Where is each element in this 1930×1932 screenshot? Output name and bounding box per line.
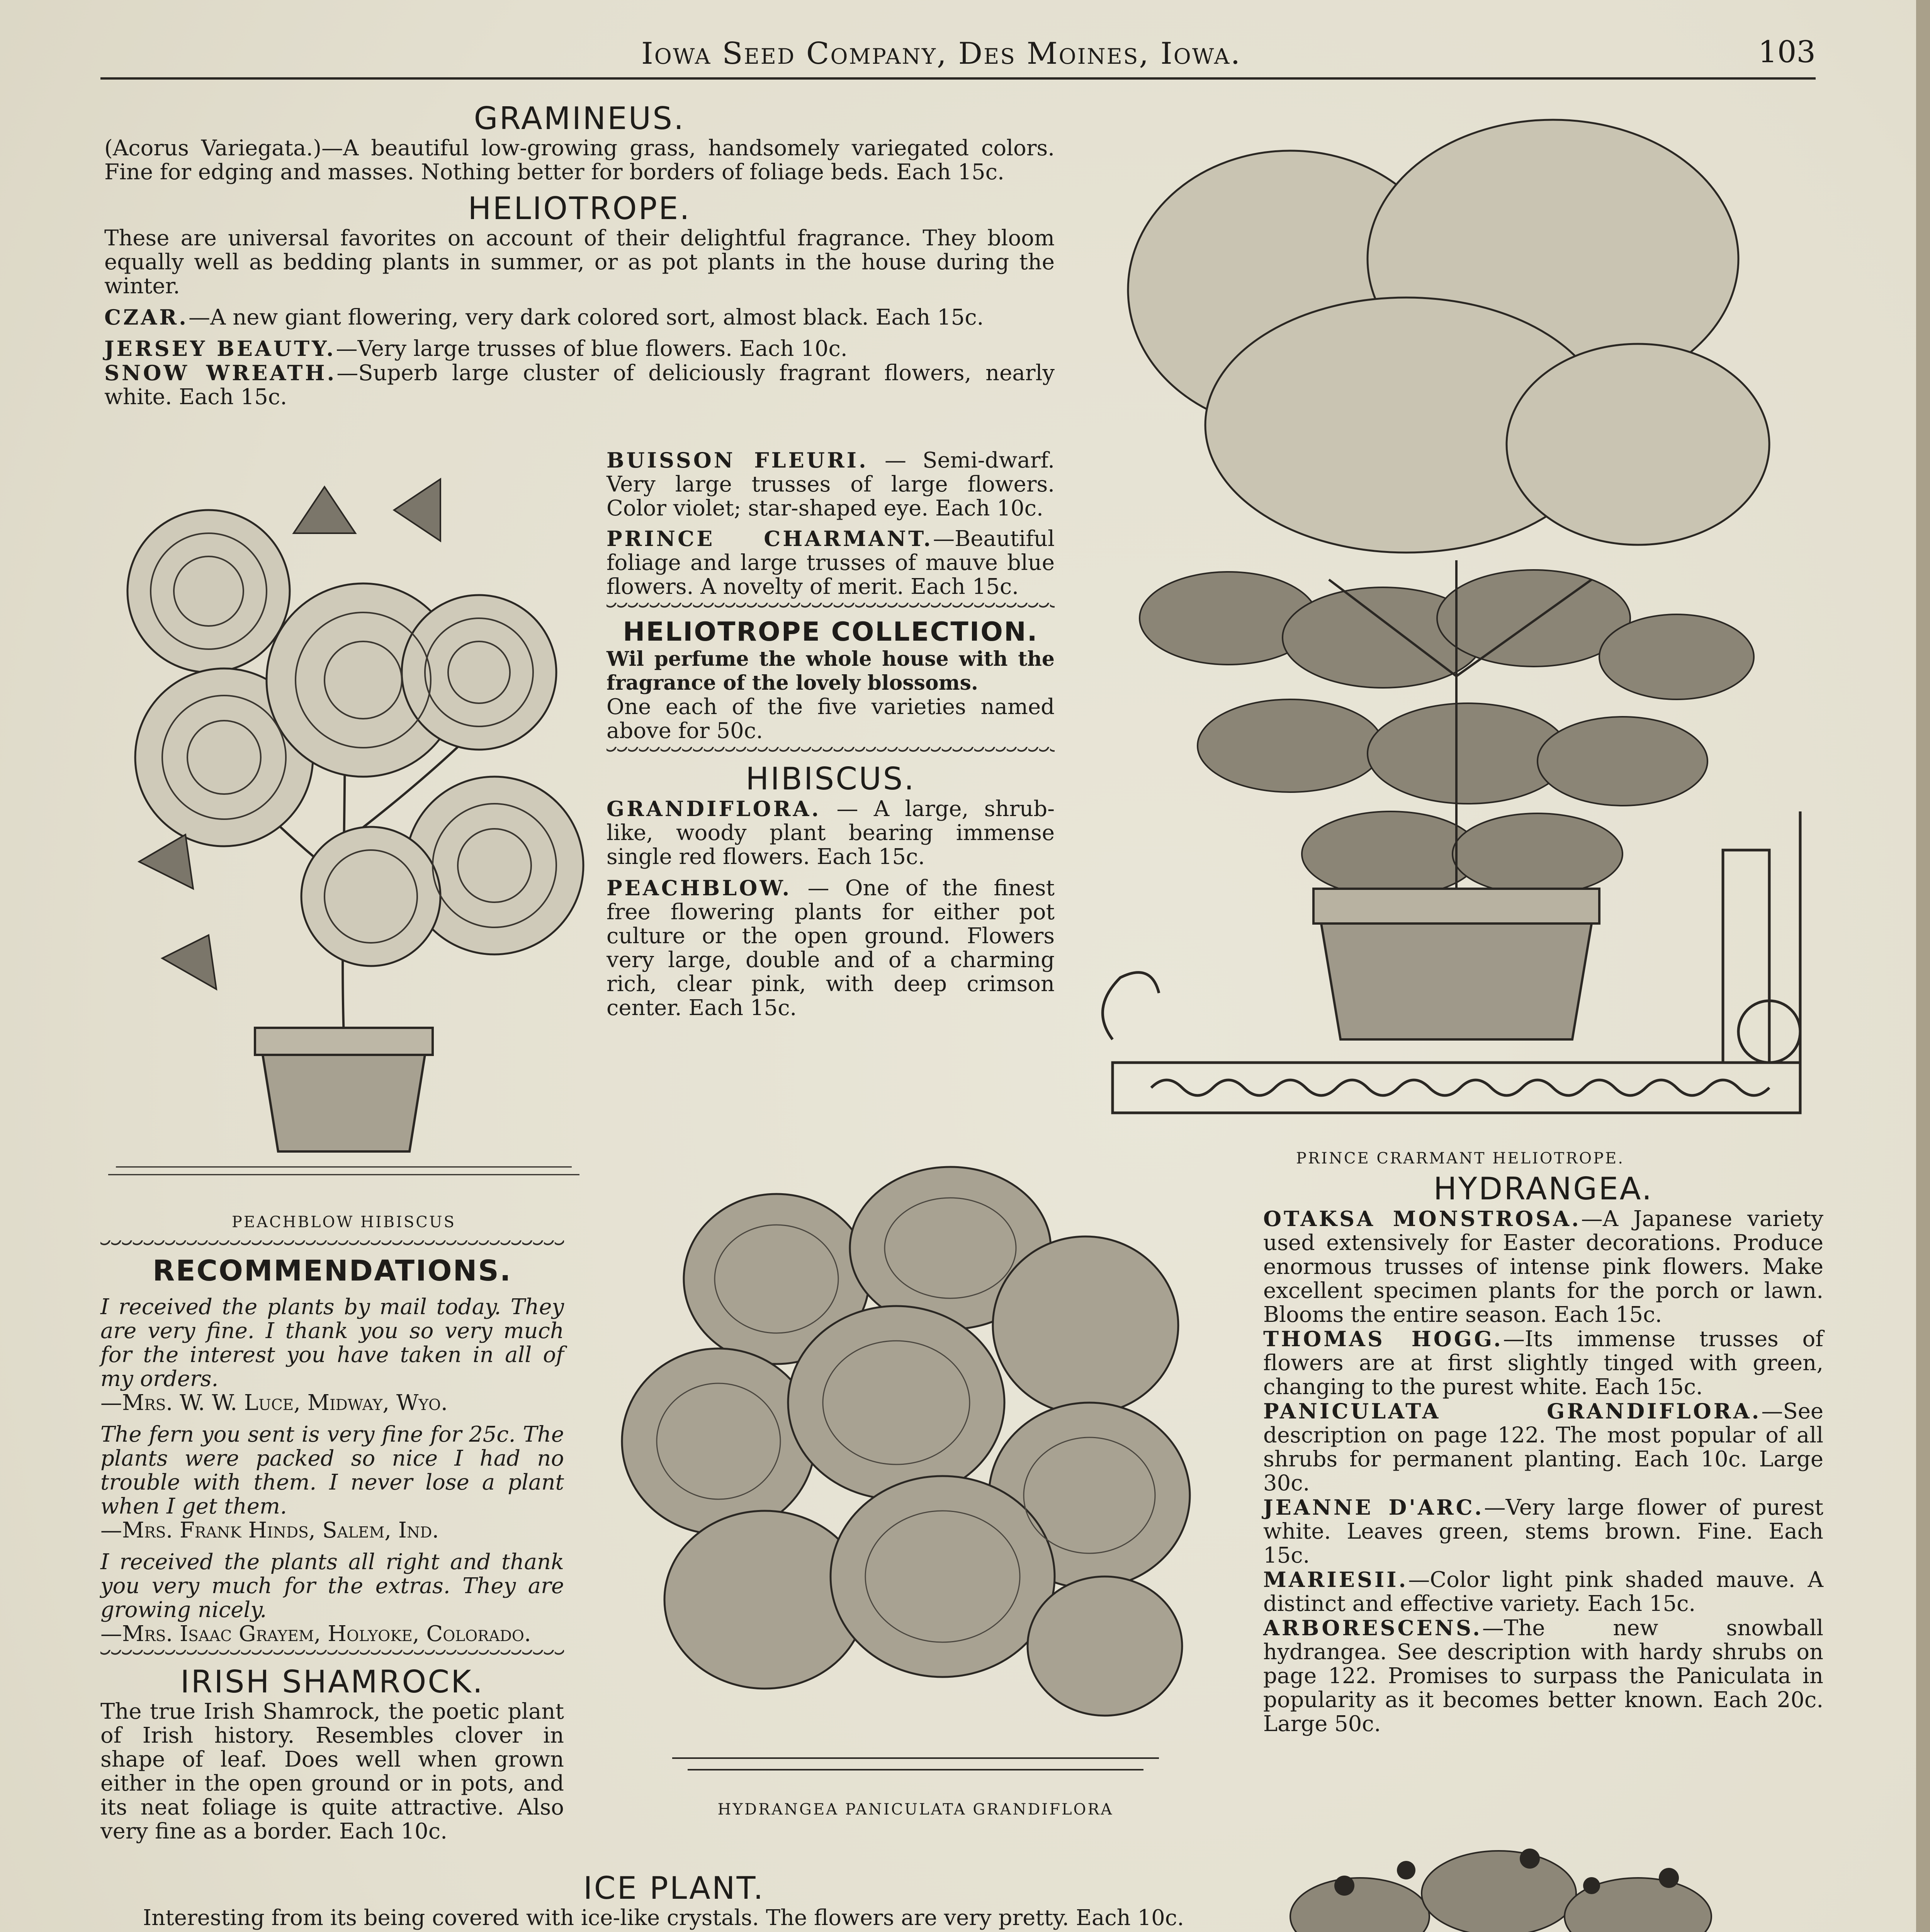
hydrangea-item-paniculata: PANICULATA GRANDIFLORA.—See description on page 122. The most popular of all shrubs for permanent planting. Each 10c. Large 30c. (1263, 1399, 1823, 1496)
heliotrope-item-buisson-fleuri: BUISSON FLEURI. — Semi-dwarf. Very large trusses of large flowers. Color violet; star-shaped eye. Each 10c. (607, 448, 1055, 521)
hibiscus-item-peachblow: PEACHBLOW. — One of the finest free flowering plants for either pot culture or the open ground. Flowers very large, double and of a charming rich, clear pink, with deep crimson center. Each 15c. (607, 876, 1055, 1020)
header-rule (100, 77, 1816, 80)
testimonial-author: —Mrs. W. W. Luce, Midway, Wyo. (100, 1390, 448, 1415)
ice-plant-heading: ICE PLANT. (583, 1870, 765, 1906)
middle-column (607, 448, 1055, 1020)
gramineus-section (104, 100, 1055, 409)
recommendations-heading: RECOMMENDATIONS. (153, 1254, 512, 1287)
irish-shamrock-text: The true Irish Shamrock, the poetic plant of Irish history. Resembles clover in shape of leaf. Does well when grown either in the open ground or in pots, and its neat foliage is quite attractive. Also very fine as a border. Each 10c. (100, 1699, 564, 1844)
ice-plant-section (143, 1870, 1209, 1930)
impatiens-sultani-illustration (1205, 1816, 1831, 1932)
heliotrope-heading: HELIOTROPE. (468, 190, 691, 226)
heliotrope-item-snow-wreath: SNOW WREATH.—Superb large cluster of deliciously fragrant flowers, nearly white. Each 15c. (104, 361, 1055, 410)
hibiscus-item-grandiflora: GRANDIFLORA. — A large, shrub-like, woody plant bearing immense single red flowers. Each 15c. (607, 796, 1055, 869)
hydrangea-paniculata-illustration (603, 1163, 1228, 1797)
heliotrope-collection-text: One each of the five varieties named above for 50c. (607, 694, 1055, 743)
hibiscus-heading: HIBISCUS. (746, 761, 916, 797)
divider (607, 747, 1055, 755)
gramineus-text: (Acorus Variegata.)—A beautiful low-growing grass, handsomely variegated colors. Fine for edging and masses. Nothing better for borders of foliage beds. Each 15c. (104, 136, 1055, 185)
hydrangea-item-mariesii: MARIESII.—Color light pink shaded mauve. A distinct and effective variety. Each 15c. (1263, 1567, 1823, 1616)
heliotrope-collection-tagline: Wil perfume the whole house with the fragrance of the lovely blossoms. (607, 647, 1055, 695)
heliotrope-item-jersey-beauty: JERSEY BEAUTY.—Very large trusses of blue flowers. Each 10c. (104, 336, 848, 361)
testimonial-quote: I received the plants by mail today. They are very fine. I thank you so very much for the interest you have taken in all of my orders. (100, 1294, 564, 1391)
ice-plant-text: Interesting from its being covered with ice-like crystals. The flowers are very pretty. Each 10c. (143, 1905, 1184, 1930)
hydrangea-item-arborescens: ARBORESCENS.—The new snowball hydrangea. See description with hardy shrubs on page 122. Promises to surpass the Paniculata in popularity as it becomes better known. Each 20c. Large 50c. (1263, 1616, 1823, 1736)
heliotrope-item-czar: CZAR.—A new giant flowering, very dark colored sort, almost black. Each 15c. (104, 305, 984, 330)
heliotrope-intro: These are universal favorites on account of their delightful fragrance. They bloom equally well as bedding plants in summer, or as pot plants in the house during the winter. (104, 226, 1055, 299)
divider (100, 1650, 564, 1658)
hydrangea-section (1263, 1171, 1823, 1736)
testimonial-author: —Mrs. Frank Hinds, Salem, Ind. (100, 1518, 439, 1543)
page-edge (1916, 0, 1930, 1932)
divider (607, 603, 1055, 611)
page-number: 103 (1758, 35, 1816, 70)
peachblow-caption: PEACHBLOW HIBISCUS (231, 1213, 456, 1231)
hydrangea-caption: HYDRANGEA PANICULATA GRANDIFLORA (717, 1801, 1114, 1818)
testimonial-quote: The fern you sent is very fine for 25c. The plants were packed so nice I had no trouble with them. I never lose a plant when I get them. (100, 1422, 564, 1519)
hydrangea-heading: HYDRANGEA. (1433, 1171, 1653, 1207)
testimonial-author: —Mrs. Isaac Grayem, Holyoke, Colorado. (100, 1621, 531, 1646)
header-title: Iowa Seed Company, Des Moines, Iowa. (641, 36, 1242, 71)
hydrangea-item-thomas-hogg: THOMAS HOGG.—Its immense trusses of flowers are at first slightly tinged with green, changing to the purest white. Each 15c. (1263, 1327, 1823, 1400)
divider (100, 1240, 564, 1249)
heliotrope-item-prince-charmant: PRINCE CHARMANT.—Beautiful foliage and large trusses of mauve blue flowers. A novelty of merit. Each 15c. (607, 526, 1055, 599)
prince-charmant-heliotrope-illustration (1089, 97, 1823, 1148)
testimonial-quote: I received the plants all right and thank you very much for the extras. They are growing nicely. (100, 1549, 564, 1622)
gramineus-heading: GRAMINEUS. (474, 100, 685, 136)
page-header (100, 32, 1816, 75)
recommendations-section (100, 1236, 564, 1844)
peachblow-hibiscus-illustration (93, 456, 595, 1209)
hydrangea-item-otaksa: OTAKSA MONSTROSA.—A Japanese variety used extensively for Easter decorations. Produce enormous trusses of intense pink flowers. Make excellent specimen plants for the porch or lawn. Blooms the entire season. Each 15c. (1263, 1206, 1823, 1327)
hydrangea-item-jeanne-darc: JEANNE D'ARC.—Very large flower of purest white. Leaves green, stems brown. Fine. Each 15c. (1263, 1495, 1823, 1568)
irish-shamrock-heading: IRISH SHAMROCK. (180, 1664, 484, 1700)
prince-charmant-caption: PRINCE CRARMANT HELIOTROPE. (1296, 1150, 1624, 1167)
heliotrope-collection-heading: HELIOTROPE COLLECTION. (623, 617, 1038, 647)
